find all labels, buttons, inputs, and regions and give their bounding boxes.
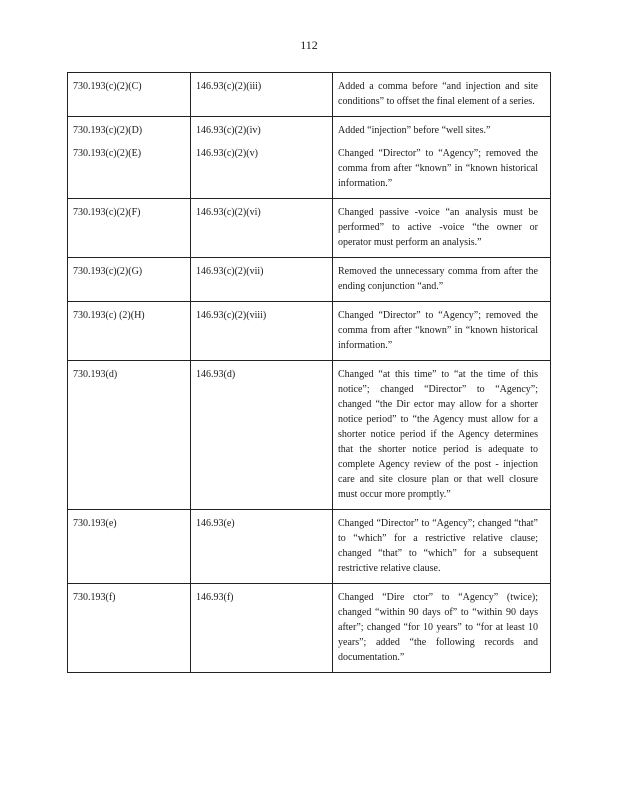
description-cell [333, 258, 551, 302]
federal-reference: 146.93(c)(2)(v) [196, 148, 258, 159]
change-description: Added a comma before “and injection and site conditions” to offset the final element of a series. [338, 81, 538, 107]
description-cell [333, 510, 551, 584]
table-row [68, 584, 551, 673]
section-cell [68, 584, 191, 673]
reference-cell [191, 361, 333, 510]
change-description: Changed “Director” to “Agency”; removed the comma from after “known” in “known historical information.” [338, 310, 538, 351]
table-row [68, 361, 551, 510]
section-citation: 730.193(d) [73, 369, 118, 380]
section-cell [68, 302, 191, 361]
section-citation: 730.193(c)(2)(E) [73, 148, 142, 159]
table-row [68, 302, 551, 361]
federal-reference: 146.93(c)(2)(vi) [196, 207, 261, 218]
change-description: Changed “at this time” to “at the time of this notice”; changed “Director” to “Agency”; changed “the Dir ector may allow for a shorter notice period” to “the Agency must allow for a shorter notice period if the Agency determines that the shorter notice period is adequate to complete Agency review of the post - injection care and site closure plan or that well closure must occur more promptly.” [338, 369, 538, 500]
section-cell [68, 510, 191, 584]
federal-reference: 146.93(f) [196, 592, 234, 603]
section-citation: 730.193(f) [73, 592, 116, 603]
section-cell [68, 199, 191, 258]
section-citation: 730.193(c) (2)(H) [73, 310, 145, 321]
description-cell [333, 73, 551, 117]
change-description: Changed “Dire ctor” to “Agency” (twice); changed “within 90 days of” to “within 90 days after”; changed “for 10 years” to “for at least 10 years”; added “the following records and documentation.” [338, 592, 538, 663]
reference-cell [191, 584, 333, 673]
reference-cell [191, 73, 333, 117]
table-row [68, 117, 551, 199]
federal-reference: 146.93(e) [196, 518, 235, 529]
table-row [68, 258, 551, 302]
reference-cell [191, 302, 333, 361]
change-description: Changed passive -voice “an analysis must be performed” to active -voice “the owner or operator must perform an analysis.” [338, 207, 538, 248]
change-description: Changed “Director” to “Agency”; changed “that” to “which” for a restrictive relative clause; changed “that” to “which” for a subsequent restrictive relative clause. [338, 518, 538, 574]
description-cell [333, 117, 551, 199]
reference-cell [191, 117, 333, 199]
section-citation: 730.193(c)(2)(C) [73, 81, 142, 92]
section-cell [68, 361, 191, 510]
reference-cell [191, 199, 333, 258]
reference-cell [191, 258, 333, 302]
federal-reference: 146.93(d) [196, 369, 236, 380]
change-description: Removed the unnecessary comma from after the ending conjunction “and.” [338, 266, 538, 292]
section-cell [68, 117, 191, 199]
description-cell [333, 302, 551, 361]
page-number: 112 [300, 38, 318, 52]
section-citation: 730.193(c)(2)(G) [73, 266, 143, 277]
table-row [68, 199, 551, 258]
change-description: Added “injection” before “well sites.” [338, 125, 491, 136]
federal-reference: 146.93(c)(2)(viii) [196, 310, 267, 321]
table-row [68, 510, 551, 584]
section-cell [68, 258, 191, 302]
reference-cell [191, 510, 333, 584]
change-description: Changed “Director” to “Agency”; removed the comma from after “known” in “known historical information.” [338, 148, 538, 189]
description-cell [333, 361, 551, 510]
federal-reference: 146.93(c)(2)(vii) [196, 266, 264, 277]
federal-reference: 146.93(c)(2)(iv) [196, 125, 261, 136]
section-citation: 730.193(c)(2)(D) [73, 125, 143, 136]
table-row [68, 73, 551, 117]
section-cell [68, 73, 191, 117]
federal-reference: 146.93(c)(2)(iii) [196, 81, 262, 92]
description-cell [333, 199, 551, 258]
section-citation: 730.193(e) [73, 518, 117, 529]
description-cell [333, 584, 551, 673]
section-citation: 730.193(c)(2)(F) [73, 207, 141, 218]
rule-changes-table [67, 72, 551, 673]
